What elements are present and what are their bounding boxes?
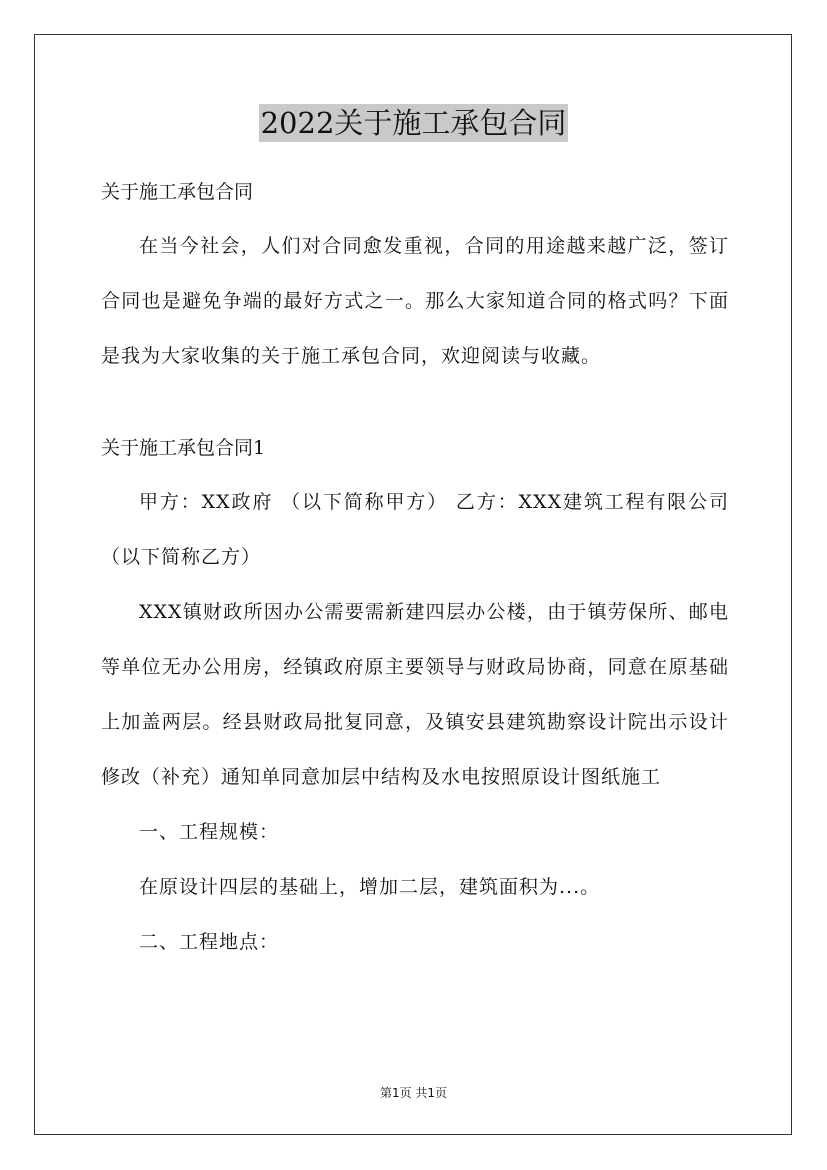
background-paragraph: XXX镇财政所因办公需要需新建四层办公楼，由于镇劳保所、邮电等单位无办公用房，经镇政府原主要领导与财政局协商，同意在原基础上加盖两层。经县财政局批复同意，及镇安县建筑勘察设计院出示设计修改（补充）通知单同意加层中结构及水电按照原设计图纸施工: [101, 601, 729, 788]
item1-title: 一、工程规模：: [139, 821, 280, 843]
parties-paragraph: 甲方：XX政府 （以下简称甲方） 乙方：XXX建筑工程有限公司（以下简称乙方）: [101, 491, 729, 568]
page-footer: 第1页 共1页: [379, 1086, 448, 1100]
item2-title: 二、工程地点：: [139, 931, 280, 953]
intro-paragraph: 在当今社会，人们对合同愈发重视，合同的用途越来越广泛，签订合同也是避免争端的最好方式之一。那么大家知道合同的格式吗？下面是我为大家收集的关于施工承包合同，欢迎阅读与收藏。: [101, 235, 729, 367]
section-spacer: [101, 384, 729, 432]
section-title: 关于施工承包合同1: [101, 437, 266, 459]
document-subtitle: 关于施工承包合同: [101, 181, 254, 203]
item1-text: 在原设计四层的基础上，增加二层，建筑面积为...。: [139, 876, 601, 898]
title-container: [0, 104, 827, 142]
document-title: 2022关于施工承包合同: [260, 106, 567, 140]
document-body: [101, 176, 729, 970]
